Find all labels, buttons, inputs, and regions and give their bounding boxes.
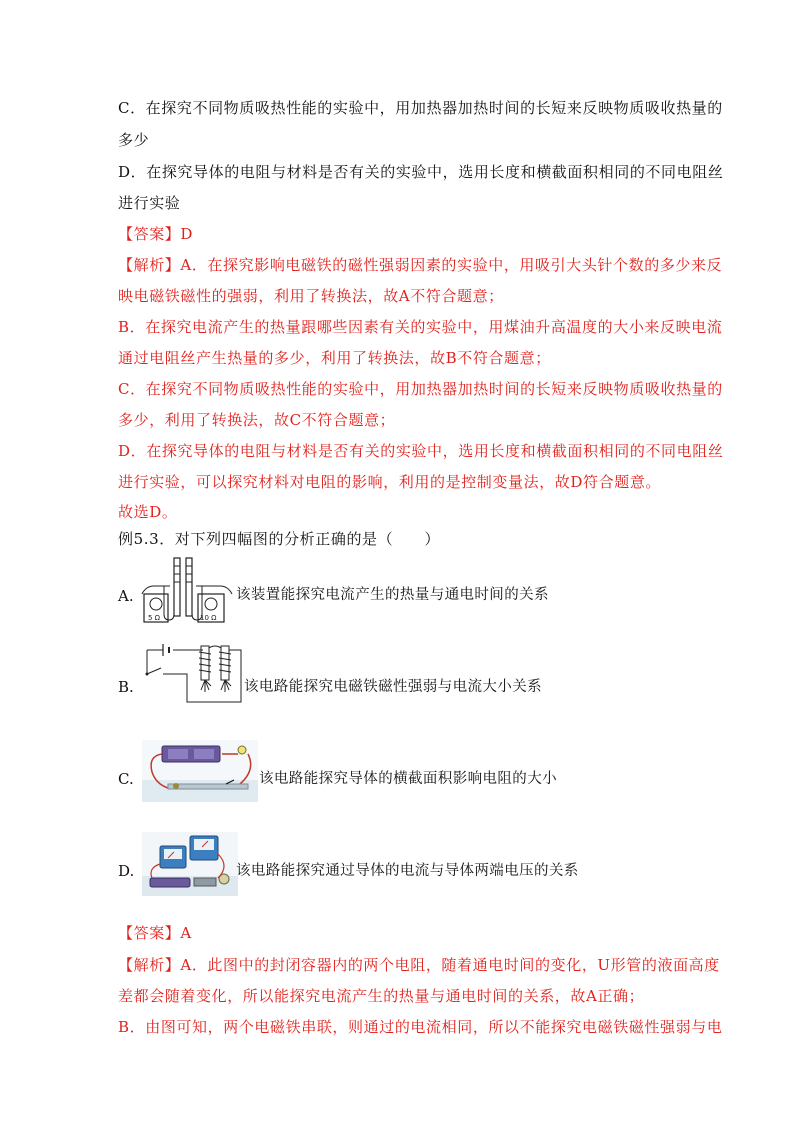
analysis-line: C．在探究不同物质吸热性能的实验中，用加热器加热时间的长短来反映物质吸收热量的 <box>118 380 723 398</box>
joule-heat-apparatus-figure <box>140 556 234 626</box>
option-b-label: B. <box>118 678 134 696</box>
answer-label-2: 【答案】A <box>118 924 192 942</box>
option-d-label: D. <box>118 862 135 880</box>
option-c-caption: 该电路能探究导体的横截面积影响电阻的大小 <box>259 771 557 787</box>
option-d-caption: 该电路能探究通过导体的电流与导体两端电压的关系 <box>236 863 579 879</box>
answer-label-1: 【答案】D <box>118 225 194 243</box>
option-b-caption: 该电路能探究电磁铁磁性强弱与电流大小关系 <box>244 679 542 695</box>
analysis-line: 通过电阻丝产生热量的多少，利用了转换法，故B不符合题意； <box>118 349 551 367</box>
analysis-line: B．由图可知，两个电磁铁串联，则通过的电流相同，所以不能探究电磁铁磁性强弱与电 <box>118 1018 723 1036</box>
electromagnet-circuit-figure <box>143 640 245 708</box>
option-d-line2: 进行实验 <box>118 194 181 212</box>
option-d-line1: D．在探究导体的电阻与材料是否有关的实验中，选用长度和横截面积相同的不同电阻丝 <box>118 163 724 181</box>
option-a-caption: 该装置能探究电流产生的热量与通电时间的关系 <box>236 587 549 603</box>
analysis-line: B．在探究电流产生的热量跟哪些因素有关的实验中，用煤油升高温度的大小来反映电流 <box>118 318 723 336</box>
analysis-line: 故选D。 <box>118 503 178 521</box>
option-c-label: C. <box>118 770 134 788</box>
option-c-line1: C．在探究不同物质吸热性能的实验中，用加热器加热时间的长短来反映物质吸收热量的 <box>118 99 723 117</box>
analysis-line: 映电磁铁磁性的强弱，利用了转换法，故A不符合题意； <box>118 287 504 305</box>
resistor-label-10: 10 Ω <box>200 614 217 622</box>
resistor-label-5: 5 Ω <box>148 614 161 622</box>
analysis-line: D．在探究导体的电阻与材料是否有关的实验中，选用长度和横截面积相同的不同电阻丝 <box>118 442 724 460</box>
cross-section-resistance-figure <box>142 740 258 802</box>
ohms-law-circuit-figure <box>142 832 238 896</box>
option-a-label: A. <box>118 587 134 605</box>
analysis-line: 进行实验，可以探究材料对电阻的影响，利用的是控制变量法，故D符合题意。 <box>118 473 662 491</box>
option-c-line2: 多少 <box>118 131 150 149</box>
analysis-line: 【解析】A．在探究影响电磁铁的磁性强弱因素的实验中，用吸引大头针个数的多少来反 <box>118 256 723 274</box>
analysis-line: 差都会随着变化，所以能探究电流产生的热量与通电时间的关系，故A正确； <box>118 987 645 1005</box>
analysis-line: 多少，利用了转换法，故C不符合题意； <box>118 411 396 429</box>
example-title: 例5.3．对下列四幅图的分析正确的是（ ） <box>118 530 441 548</box>
analysis-line: 【解析】A．此图中的封闭容器内的两个电阻，随着通电时间的变化，U形管的液面高度 <box>118 956 720 974</box>
